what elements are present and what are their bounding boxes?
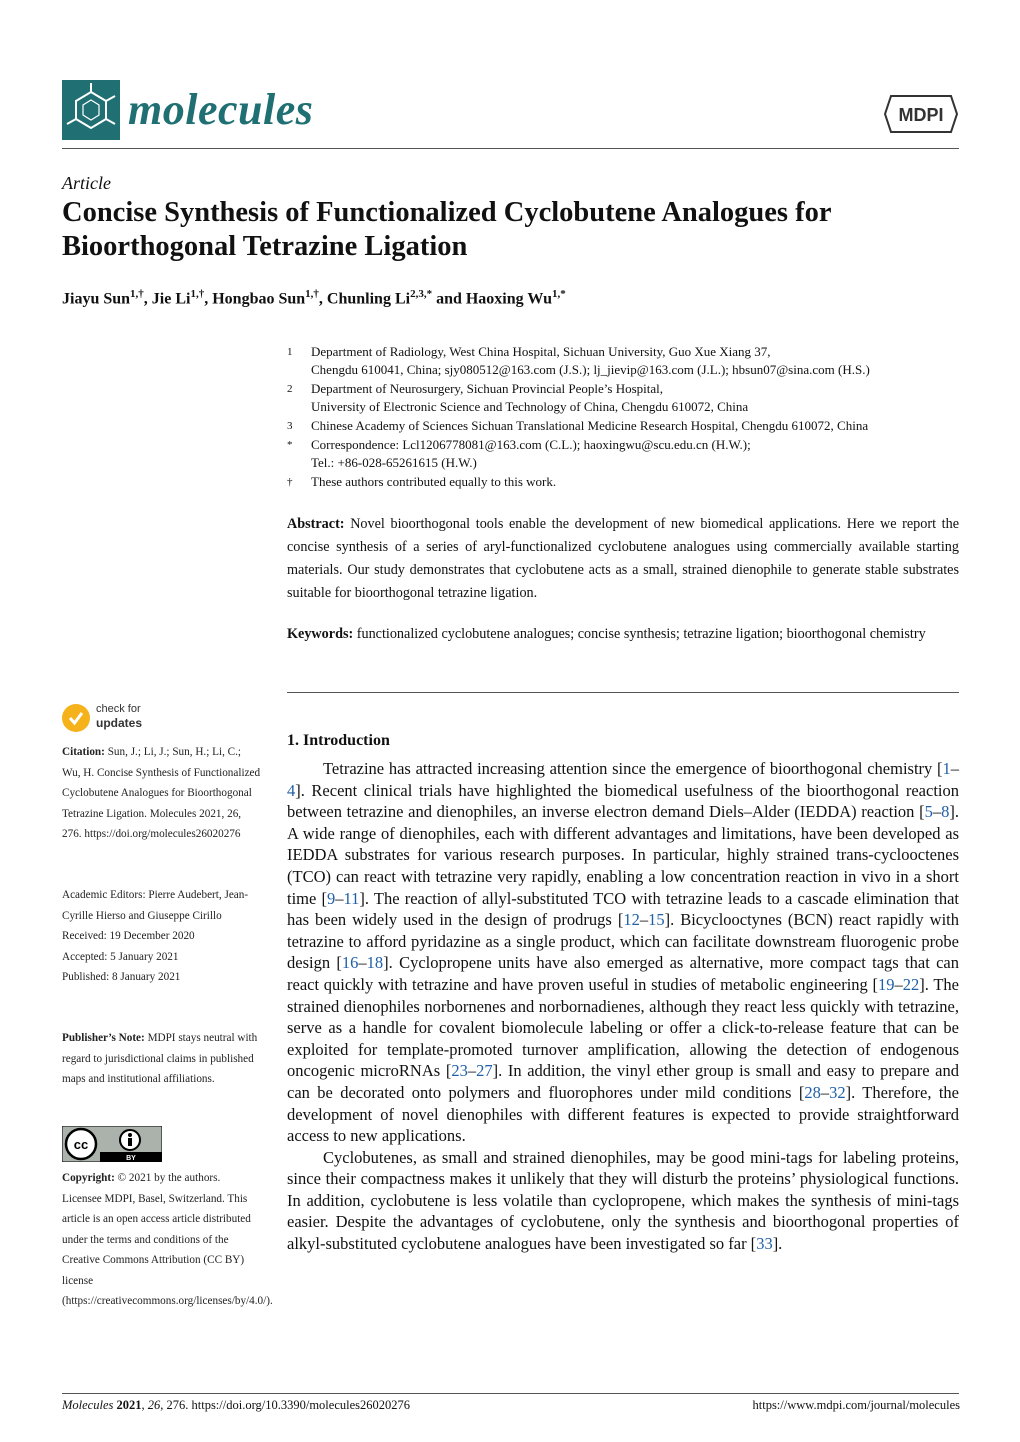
reference-link[interactable]: 23 bbox=[451, 1061, 468, 1081]
copyright-block bbox=[62, 1168, 273, 1312]
affiliation-mark: † bbox=[287, 475, 293, 488]
body-text-run: – bbox=[820, 1082, 830, 1102]
reference-link[interactable]: 33 bbox=[756, 1234, 773, 1254]
citation-label: Citation: bbox=[62, 746, 105, 758]
mdpi-logo-icon bbox=[883, 94, 959, 134]
citation-text: Sun, J.; Li, J.; Sun, H.; Li, C.; Wu, H. Concise Synthesis of Functionalized Cyclobutene Analogues for Bioorthogonal Tetrazine Ligation. Molecules 2021, 26, 276. https://doi.org/molecules26020276 bbox=[62, 746, 261, 840]
checkmark-icon bbox=[62, 704, 90, 732]
body-text-run: – bbox=[467, 1061, 477, 1081]
body-text-run: Cyclobutenes, as small and strained dienophiles, may be good mini-tags for labeling proteins, since their compactness makes it unlikely that they will disturb the proteins’ physiological functions. In addition, cyclobutene is less volatile than cyclopropene, which makes the synthesis of mini-tags easier. Despite the advantages of cyclobutene, only the synthesis and bioorthogonal properties of alkyl-substituted cyclobutene analogues have been investigated so far [ bbox=[287, 1147, 959, 1254]
affiliation-line: University of Electronic Science and Technology of China, Chengdu 610072, China bbox=[311, 399, 749, 414]
reference-link[interactable]: 4 bbox=[287, 780, 296, 800]
affiliation-mark: * bbox=[287, 438, 293, 451]
publisher-note-text: MDPI stays neutral with regard to jurisdictional claims in published maps and institutional affiliations. bbox=[62, 1032, 258, 1085]
reference-link[interactable]: 8 bbox=[941, 802, 950, 822]
affiliation-line: Chengdu 610041, China; sjy080512@163.com (J.S.); lj_jievip@163.com (J.L.); hbsun07@sina.com (H.S.) bbox=[311, 362, 870, 377]
journal-logo-icon bbox=[62, 80, 120, 140]
section-divider bbox=[287, 692, 959, 693]
author-name: Chunling Li bbox=[326, 290, 411, 308]
dates-block bbox=[62, 885, 262, 988]
body-text-run: – bbox=[950, 759, 959, 778]
author-name: Haoxing Wu bbox=[465, 290, 552, 308]
affiliation-line: Department of Neurosurgery, Sichuan Provincial People’s Hospital, bbox=[311, 381, 664, 396]
affiliation-item bbox=[287, 473, 959, 491]
body-text-run: ]. Cyclopropene units have also emerged as alternative, more compact tags that can react quickly with tetrazine and have proven useful in studies of metabolic engineering [ bbox=[287, 953, 960, 994]
reference-link[interactable]: 27 bbox=[476, 1061, 493, 1081]
affiliation-item bbox=[287, 380, 959, 416]
keywords-label: Keywords: bbox=[287, 626, 354, 642]
reference-link[interactable]: 18 bbox=[366, 953, 384, 973]
author-separator: , bbox=[318, 290, 327, 308]
footer-volume: 26 bbox=[147, 1398, 161, 1412]
body-text-run: – bbox=[358, 953, 367, 973]
section-heading: 1. Introduction bbox=[287, 732, 390, 749]
abstract bbox=[287, 513, 959, 605]
affiliation-mark: 2 bbox=[287, 383, 293, 395]
reference-link[interactable]: 12 bbox=[623, 910, 640, 930]
reference-link[interactable]: 15 bbox=[648, 910, 665, 930]
article-type: Article bbox=[62, 173, 111, 193]
body-text-run: ]. The strained dienophiles norbornenes and norbornadienes, although they react less quickly with tetrazine, serve as a handle for covalent biomolecule labeling or offer a click-to-release feature that can be exploited for template-promoted turnover amplification, allowing the detection of endogenous oncogenic microRNAs [ bbox=[287, 974, 959, 1081]
body-text-run: – bbox=[639, 910, 649, 930]
author-list bbox=[62, 288, 962, 308]
published-date: Published: 8 January 2021 bbox=[62, 971, 181, 983]
introduction-body bbox=[287, 758, 959, 1255]
author-separator: , bbox=[143, 290, 152, 308]
header-divider bbox=[62, 148, 959, 149]
check-for-updates-badge[interactable] bbox=[62, 704, 182, 734]
affiliation-mark: 3 bbox=[287, 420, 293, 432]
author-conjunction: and bbox=[432, 290, 466, 308]
affiliation-item bbox=[287, 417, 959, 435]
cc-by-license-icon[interactable] bbox=[62, 1126, 162, 1162]
footer-journal-url[interactable]: https://www.mdpi.com/journal/molecules bbox=[752, 1398, 960, 1412]
footer-year: 2021 bbox=[116, 1398, 142, 1412]
body-text-run: ]. Bicyclooctynes (BCN) react rapidly with tetrazine to afford pyridazine as a single product, which can facilitate downstream fluorogenic probe design [ bbox=[287, 910, 959, 973]
accepted-date: Accepted: 5 January 2021 bbox=[62, 950, 179, 963]
reference-link[interactable]: 28 bbox=[804, 1082, 821, 1102]
keywords-text: functionalized cyclobutene analogues; concise synthesis; tetrazine ligation; bioorthogonal chemistry bbox=[356, 626, 926, 642]
reference-link[interactable]: 22 bbox=[902, 974, 920, 994]
affiliation-line: Correspondence: Lcl1206778081@163.com (C.L.); haoxingwu@scu.edu.cn (H.W.); bbox=[311, 436, 751, 452]
footer-doi-link[interactable]: https://doi.org/10.3390/molecules26020276 bbox=[191, 1398, 411, 1412]
author-affiliation-marks: 1,† bbox=[130, 288, 144, 300]
by-text: BY bbox=[126, 1155, 136, 1162]
body-text-run: ]. A wide range of dienophiles, each with different advantages and limitations, have been developed as IEDDA substrates for various research purposes. In particular, highly strained trans-cyclooctenes (TCO) can react with tetrazine very rapidly, enabling a low concentration reaction in vivo in a short time [ bbox=[287, 802, 959, 908]
body-text-run: – bbox=[335, 888, 344, 908]
footer-citation: Molecules 2021, 26, 276. https://doi.org/10.3390/molecules26020276 bbox=[62, 1398, 411, 1412]
body-text-run: ]. Therefore, the development of novel dienophiles with different features is expected to provide straightforward access to new applications. bbox=[287, 1082, 959, 1146]
footer-journal: Molecules bbox=[62, 1398, 114, 1412]
body-text-run: – bbox=[894, 974, 903, 994]
reference-link[interactable]: 11 bbox=[343, 888, 360, 908]
author-name: Jiayu Sun bbox=[62, 290, 131, 308]
reference-link[interactable]: 5 bbox=[924, 802, 933, 822]
author-affiliation-marks: 1,† bbox=[305, 288, 319, 300]
citation-block bbox=[62, 742, 262, 845]
journal-name: molecules bbox=[128, 85, 314, 134]
publisher-note-label: Publisher’s Note: bbox=[62, 1032, 145, 1044]
keywords bbox=[287, 623, 959, 646]
affiliation-line: Department of Radiology, West China Hospital, Sichuan University, Guo Xue Xiang 37, bbox=[311, 344, 771, 359]
author-affiliation-marks: 2,3,* bbox=[410, 288, 433, 300]
reference-link[interactable]: 1 bbox=[942, 759, 951, 778]
affiliation-line: Chinese Academy of Sciences Sichuan Translational Medicine Research Hospital, Chengdu 610072, China bbox=[311, 418, 869, 433]
author-name: Jie Li bbox=[151, 290, 191, 308]
body-text-run: ]. The reaction of allyl-substituted TCO with tetrazine leads to a cascade elimination that has been widely used in the design of prodrugs [ bbox=[287, 888, 960, 930]
affiliation-line: Tel.: +86-028-65261615 (H.W.) bbox=[311, 454, 477, 470]
footer-article-no: 276 bbox=[166, 1398, 186, 1412]
reference-link[interactable]: 32 bbox=[829, 1082, 846, 1102]
reference-link[interactable]: 19 bbox=[878, 974, 895, 994]
body-paragraph bbox=[287, 758, 959, 1147]
reference-link[interactable]: 16 bbox=[341, 953, 359, 973]
received-date: Received: 19 December 2020 bbox=[62, 930, 195, 942]
reference-link[interactable]: 9 bbox=[327, 888, 336, 908]
author-affiliation-marks: 1,† bbox=[190, 288, 205, 300]
affiliation-item bbox=[287, 436, 959, 472]
publisher-note bbox=[62, 1028, 262, 1090]
body-text-run: ]. In addition, the vinyl ether group is small and easy to prepare and can be decorated onto polymers and fluorophores under mild conditions [ bbox=[287, 1061, 960, 1102]
copyright-label: Copyright: bbox=[62, 1172, 115, 1184]
author-separator: , bbox=[204, 290, 213, 308]
affiliation-mark: 1 bbox=[287, 346, 293, 358]
body-text-run: ]. Recent clinical trials have highlighted the biomedical usefulness of the bioorthogonal reaction between tetrazine and dienophiles, an inverse electron demand Diels–Alder (IEDDA) reaction [ bbox=[287, 780, 959, 822]
article-title: Concise Synthesis of Functionalized Cyclobutene Analogues for Bioorthogonal Tetrazine Ligation bbox=[62, 197, 832, 262]
body-text-run: – bbox=[932, 802, 942, 822]
affiliation-item bbox=[287, 343, 959, 379]
copyright-text: © 2021 by the authors. Licensee MDPI, Basel, Switzerland. This article is an open access article distributed under the terms and conditions of the Creative Commons Attribution (CC BY) license (https://creativecommons.org/licenses/by/4.0/). bbox=[62, 1172, 273, 1307]
check-updates-line2: updates bbox=[96, 716, 143, 730]
abstract-label: Abstract: bbox=[287, 516, 345, 532]
abstract-text: Novel bioorthogonal tools enable the development of new biomedical applications. Here we report the concise synthesis of a series of aryl-functionalized cyclobutene analogues using commercially available starting materials. Our study demonstrates that cyclobutene acts as a small, strained dienophile to generate stable substrates suitable for bioorthogonal tetrazine ligation. bbox=[287, 516, 960, 601]
cc-text: cc bbox=[73, 1137, 89, 1152]
body-text-run: ]. bbox=[772, 1234, 783, 1254]
body-paragraph bbox=[287, 1147, 959, 1255]
mdpi-logo-text: MDPI bbox=[898, 105, 944, 125]
check-updates-line1: check for bbox=[96, 703, 141, 715]
academic-editors: Academic Editors: Pierre Audebert, Jean-Cyrille Hierso and Giuseppe Cirillo bbox=[62, 889, 249, 922]
author-name: Hongbao Sun bbox=[212, 290, 306, 308]
footer-divider bbox=[62, 1393, 959, 1394]
body-text-run: Tetrazine has attracted increasing attention since the emergence of bioorthogonal chemistry [ bbox=[323, 759, 943, 778]
affiliation-line: These authors contributed equally to this work. bbox=[311, 473, 557, 489]
author-affiliation-marks: 1,* bbox=[551, 288, 566, 300]
